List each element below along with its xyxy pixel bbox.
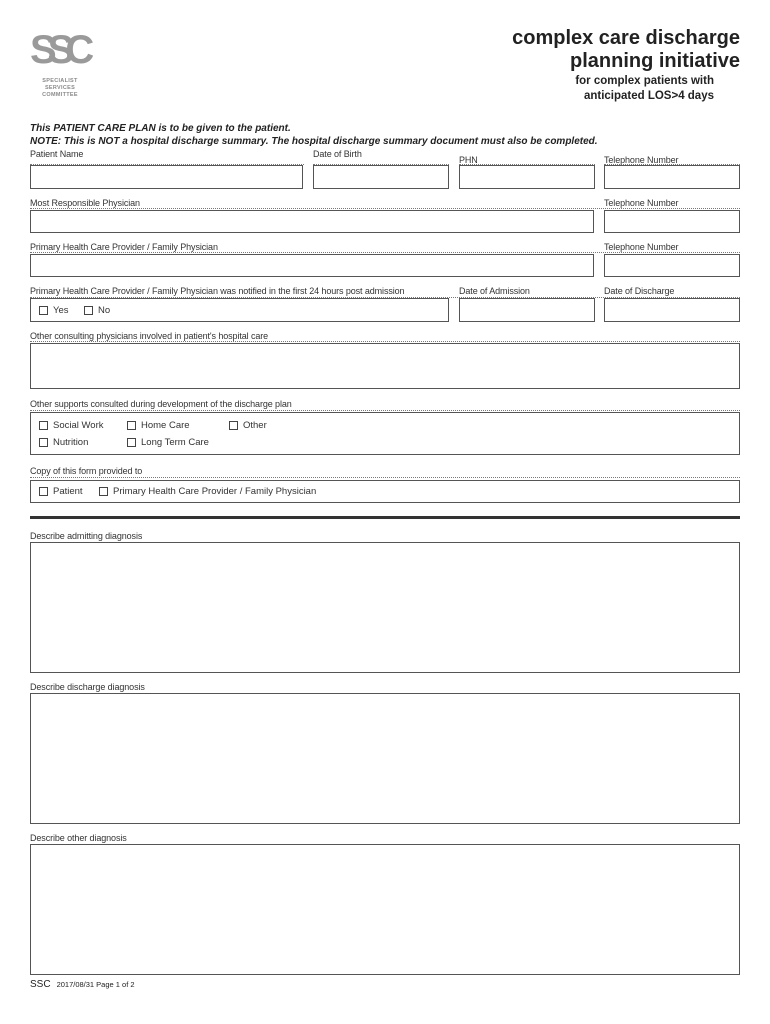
footer-meta: 2017/08/31 Page 1 of 2 <box>56 980 135 989</box>
telephone-label-1: Telephone Number <box>604 155 679 165</box>
long-term-care-checkbox[interactable] <box>127 438 136 447</box>
footer <box>30 979 135 990</box>
other-diagnosis-input[interactable] <box>30 844 740 975</box>
most-responsible-physician-input[interactable] <box>30 210 594 233</box>
form-subtitle-line1: for complex patients with <box>575 75 714 87</box>
primary-provider-label: Primary Health Care Provider / Family Physician <box>30 242 218 252</box>
form-title-line2: planning initiative <box>569 50 740 72</box>
logo-subtitle-line1: SPECIALIST SERVICES <box>42 78 78 92</box>
telephone-input-1[interactable] <box>604 165 740 189</box>
other-label: Other <box>243 420 267 431</box>
logo-subtitle <box>30 78 90 99</box>
telephone-label-3: Telephone Number <box>604 242 679 252</box>
patient-label: Patient <box>53 486 83 497</box>
primary-provider-option-label: Primary Health Care Provider / Family Physician <box>113 486 317 497</box>
patient-name-input[interactable] <box>30 165 303 189</box>
ssc-logo: SSC <box>30 28 86 72</box>
phn-input[interactable] <box>459 165 595 189</box>
other-checkbox[interactable] <box>229 421 238 430</box>
other-supports-group <box>30 412 740 455</box>
long-term-care-label: Long Term Care <box>141 437 209 448</box>
primary-provider-input[interactable] <box>30 254 594 277</box>
notice-line2: NOTE: This is NOT a hospital discharge summary. The hospital discharge summary document must also be completed. <box>30 136 598 147</box>
no-checkbox[interactable] <box>84 306 93 315</box>
other-supports-label: Other supports consulted during development of the discharge plan <box>30 399 292 409</box>
nutrition-label: Nutrition <box>53 437 89 448</box>
patient-checkbox[interactable] <box>39 487 48 496</box>
home-care-label: Home Care <box>141 420 190 431</box>
most-responsible-physician-label: Most Responsible Physician <box>30 198 140 208</box>
other-diagnosis-label: Describe other diagnosis <box>30 833 127 843</box>
form-subtitle <box>575 74 714 104</box>
date-of-birth-input[interactable] <box>313 165 449 189</box>
date-of-admission-label: Date of Admission <box>459 286 530 296</box>
telephone-input-3[interactable] <box>604 254 740 277</box>
yes-label: Yes <box>53 305 69 316</box>
patient-name-label: Patient Name <box>30 149 84 159</box>
no-label: No <box>98 305 111 316</box>
admitting-diagnosis-label: Describe admitting diagnosis <box>30 531 143 541</box>
form-subtitle-line2: anticipated LOS>4 days <box>583 89 714 102</box>
date-of-birth-label: Date of Birth <box>313 149 362 159</box>
social-work-checkbox[interactable] <box>39 421 48 430</box>
copy-provided-label: Copy of this form provided to <box>30 466 143 476</box>
telephone-label-2: Telephone Number <box>604 198 679 208</box>
notice-line1: This PATIENT CARE PLAN is to be given to the patient. <box>30 123 291 134</box>
social-work-label: Social Work <box>53 420 104 431</box>
date-of-discharge-label: Date of Discharge <box>604 286 675 296</box>
form-title-line1: complex care discharge <box>512 27 740 49</box>
admitting-diagnosis-input[interactable] <box>30 542 740 673</box>
notified-label: Primary Health Care Provider / Family Physician was notified in the first 24 hours post admission <box>30 286 405 296</box>
discharge-diagnosis-label: Describe discharge diagnosis <box>30 682 145 692</box>
date-of-discharge-input[interactable] <box>604 298 740 322</box>
discharge-diagnosis-input[interactable] <box>30 693 740 824</box>
footer-org: SSC <box>30 979 51 990</box>
logo-subtitle-line2: COMMITTEE <box>42 92 78 99</box>
primary-provider-checkbox[interactable] <box>99 487 108 496</box>
form-title <box>512 27 740 73</box>
section-divider <box>30 516 740 519</box>
telephone-input-2[interactable] <box>604 210 740 233</box>
date-of-admission-input[interactable] <box>459 298 595 322</box>
nutrition-checkbox[interactable] <box>39 438 48 447</box>
notice <box>30 122 598 148</box>
other-consulting-label: Other consulting physicians involved in patient's hospital care <box>30 331 269 341</box>
yes-checkbox[interactable] <box>39 306 48 315</box>
home-care-checkbox[interactable] <box>127 421 136 430</box>
other-consulting-input[interactable] <box>30 343 740 389</box>
phn-label: PHN <box>459 155 478 165</box>
